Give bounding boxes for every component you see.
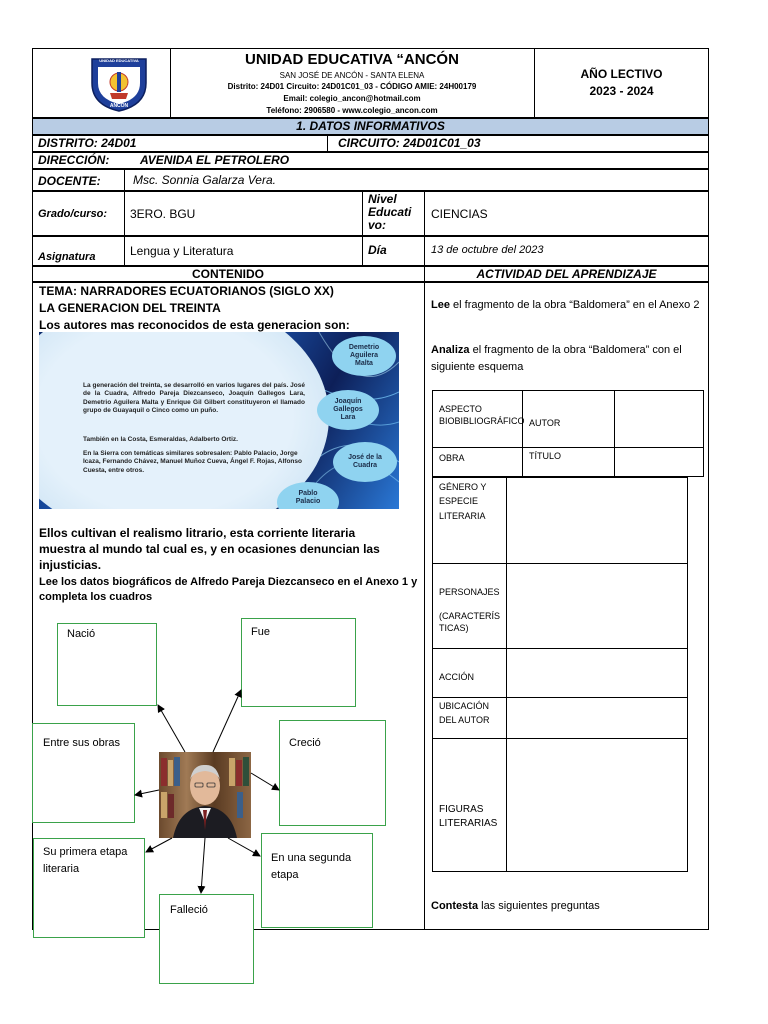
table-aspecto [432, 390, 523, 448]
lee-instruction [431, 297, 701, 314]
logo-text-bottom: ANCÓN [109, 103, 129, 109]
dia-value: 13 de octubre del 2023 [431, 244, 544, 256]
logo-text-top: UNIDAD EDUCATIVA [99, 58, 139, 63]
box-segunda-etapa-label: En una segunda etapa [271, 852, 352, 881]
arrow-to-segunda [228, 838, 260, 856]
tema-heading: TEMA: NARRADORES ECUATORIANOS (SIGLO XX) [39, 284, 334, 298]
box-fallecio-label: Falleció [170, 904, 208, 916]
table-ubicacion-label: UBICACIÓN DEL AUTOR [439, 701, 490, 725]
section-title: 1. DATOS INFORMATIVOS [296, 119, 445, 133]
grado-value: 3ERO. BGU [130, 207, 196, 221]
year-label: AÑO LECTIVO [580, 67, 663, 81]
table-autor-answer[interactable] [614, 390, 704, 448]
school-name: UNIDAD EDUCATIVA “ANCÓN [245, 51, 459, 68]
table-genero-label: GÉNERO Y ESPECIE LITERARIA [439, 482, 487, 521]
grado-label: Grado/curso: [38, 208, 108, 220]
direccion-label: DIRECCIÓN: [38, 153, 110, 167]
col-actividad: ACTIVIDAD DEL APRENDIZAJE [476, 267, 657, 281]
table-personajes-answer[interactable] [506, 563, 688, 649]
analiza-instruction [431, 342, 706, 376]
nivel-label: Nivel Educati vo: [368, 192, 412, 233]
bubble-palacio-label: Pablo Palacio [295, 490, 321, 506]
table-accion [432, 648, 507, 698]
table-genero [432, 477, 507, 564]
table-figuras [432, 738, 507, 872]
table-personajes [432, 563, 507, 649]
table-autor-label: AUTOR [529, 418, 561, 428]
box-crecio-label: Creció [289, 737, 321, 749]
slide-paragraph-1: La generación del treinta, se desarrolló en varios lugares del país. José de la Cuadra, Alfredo Pareja Diezcanseco, Joaquín Gallegos Lara, Demetrio Aguilera Malta y Enrique Gil Gilbert constituyeron el llamado grupo de Guayaquil o Cinco como un puño. [83, 382, 305, 415]
table-figuras-answer[interactable] [506, 738, 688, 872]
table-obra [432, 447, 523, 477]
arrow-to-crecio [251, 773, 279, 790]
asignatura-label: Asignatura [38, 251, 96, 263]
table-ubicacion-answer[interactable] [506, 697, 688, 739]
contesta-instruction-rest: las siguientes preguntas [478, 900, 600, 912]
lee-instruction-rest: el fragmento de la obra “Baldomera” en el Anexo 2 [449, 299, 700, 311]
direccion-value: AVENIDA EL PETROLERO [140, 153, 290, 167]
table-titulo [522, 447, 615, 477]
year-value: 2023 - 2024 [589, 84, 654, 98]
table-autor [522, 390, 615, 448]
nivel-value: CIENCIAS [431, 207, 488, 221]
table-obra-label: OBRA [439, 453, 465, 463]
table-titulo-label: TÍTULO [529, 451, 562, 461]
lee-instruction-bold: Lee [431, 299, 450, 311]
contesta-instruction [431, 900, 600, 912]
col-contenido: CONTENIDO [192, 267, 264, 281]
asignatura-value: Lengua y Literatura [130, 244, 234, 258]
slide-paragraph-2: También en la Costa, Esmeraldas, Adalberto Ortiz. [83, 436, 238, 443]
circuito-label: CIRCUITO: 24D01C01_03 [338, 136, 481, 150]
box-obras-label: Entre sus obras [43, 737, 121, 749]
table-titulo-answer[interactable] [614, 447, 704, 477]
box-primera-etapa-label: Su primera etapa literaria [43, 846, 128, 875]
docente-value: Msc. Sonnia Galarza Vera. [133, 173, 276, 187]
bubble-gallegos-label: Joaquín Gallegos Lara [333, 397, 363, 422]
lee-datos-text: Lee los datos biográficos de Alfredo Pareja Diezcanseco en el Anexo 1 y completa los cuadros [39, 576, 418, 603]
slide-paragraph-3: En la Sierra con temáticas similares sobresalen: Pablo Palacio, Jorge Icaza, Fernando Chávez, Manuel Muñoz Cueva, Ángel F. Rojas, Alfonso Cuesta, entre otros. [83, 450, 302, 474]
school-codes: Distrito: 24D01 Circuito: 24D01C01_03 - CÓDIGO AMIE: 24H00179 [227, 82, 477, 91]
arrow-to-obras [135, 790, 159, 795]
arrow-to-fue [213, 690, 241, 752]
docente-label: DOCENTE: [38, 174, 101, 188]
bubble-aguilera-label: Demetrio Aguilera Malta [348, 343, 380, 368]
table-personajes-label: PERSONAJES [439, 587, 500, 597]
school-email: Email: colegio_ancon@hotmail.com [283, 94, 421, 103]
table-ubicacion [432, 697, 507, 739]
box-fue-label: Fue [251, 626, 270, 638]
contesta-instruction-bold: Contesta [431, 900, 479, 912]
box-nacio-label: Nació [67, 628, 96, 640]
bubble-cuadra-label: José de la Cuadra [348, 453, 382, 469]
distrito-label: DISTRITO: 24D01 [38, 136, 137, 150]
arrow-to-nacio [158, 705, 185, 752]
realismo-text: Ellos cultivan el realismo litrario, esta corriente literaria muestra al mundo tal cual es, y en ocasiones denuncian las injusticias. [39, 526, 380, 573]
table-caracteristicas-label: (CARACTERÍSTICAS) [439, 611, 501, 634]
arrow-to-fallecio [201, 838, 205, 893]
table-figuras-label: FIGURAS LITERARIAS [439, 804, 498, 829]
analiza-instruction-bold: Analiza [431, 344, 470, 356]
school-location: SAN JOSÉ DE ANCÓN - SANTA ELENA [279, 71, 425, 80]
table-accion-answer[interactable] [506, 648, 688, 698]
generacion-heading: LA GENERACION DEL TREINTA [39, 301, 221, 315]
school-phone: Teléfono: 2906580 - www.colegio_ancon.com [266, 106, 438, 115]
table-accion-label: ACCIÓN [439, 672, 475, 682]
autores-heading: Los autores mas reconocidos de esta generacion son: [39, 318, 350, 332]
arrow-to-primera [146, 838, 172, 852]
dia-label: Día [368, 243, 387, 257]
table-genero-answer[interactable] [506, 477, 688, 564]
table-aspecto-label: ASPECTO BIOBIBLIOGRÁFICO [439, 404, 525, 427]
analiza-instruction-rest: el fragmento de la obra “Baldomera” con el siguiente esquema [431, 344, 682, 374]
